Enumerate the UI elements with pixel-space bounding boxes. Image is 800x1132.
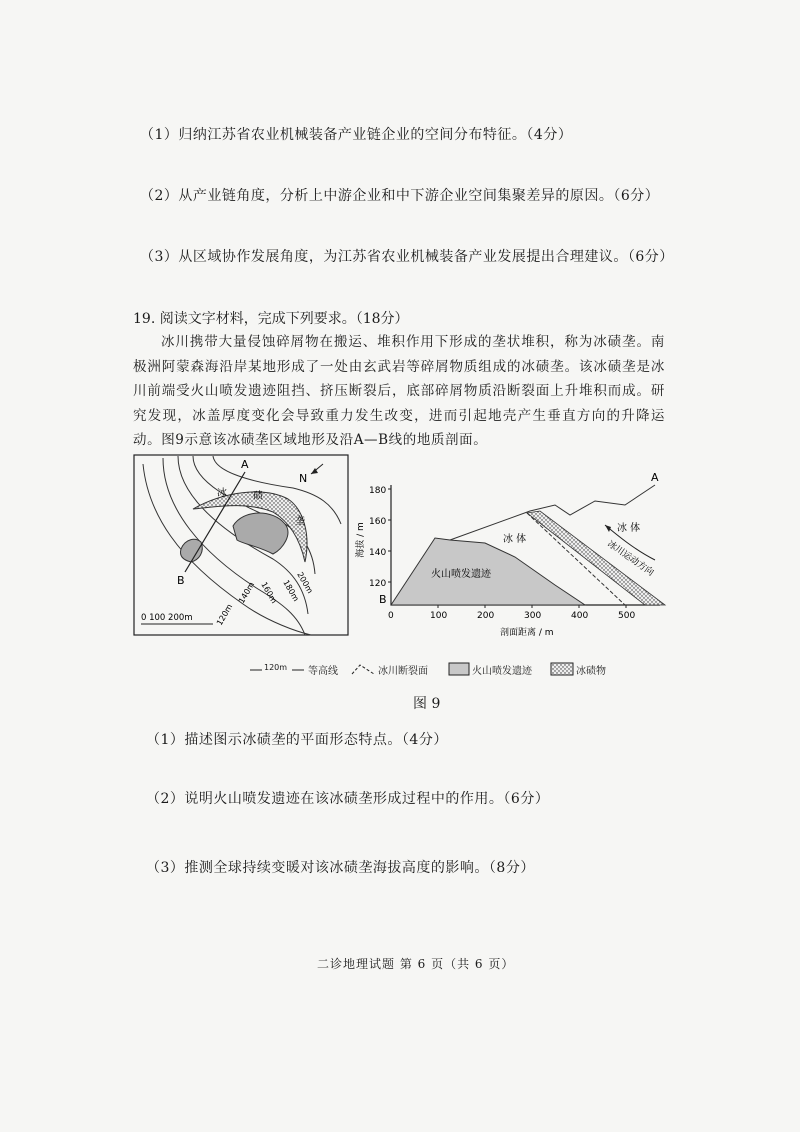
y-tick-120: 120 (369, 579, 387, 589)
figure-caption: 图 9 (413, 696, 441, 712)
x-axis-label: 剖面距离 / m (500, 628, 554, 638)
x-tick-300: 300 (524, 611, 542, 621)
legend-moraine: 冰碛物 (576, 666, 606, 677)
page-footer: 二诊地理试题 第 6 页（共 6 页） (317, 957, 515, 971)
prev-question-3: （3）从区域协作发展角度，为江苏省农业机械装备产业发展提出合理建议。（6分） (140, 249, 674, 265)
question-19-material: 冰川携带大量侵蚀碎屑物在搬运、堆积作用下形成的垄状堆积，称为冰碛垄。南极洲阿蒙森海沿岸某地形成了一处由玄武岩等碎屑物质组成的冰碛垄。该冰碛垄是冰川前端受火山喷发遗迹阻挡、挤压断裂后，底部碎屑物质沿断裂面上升堆积而成。研究发现，冰盖厚度变化会导致重力发生改变，进而引起地壳产生垂直方向的升降运动。图9示意该冰碛垄区域地形及沿A—B线的地质剖面。 (133, 334, 665, 448)
x-tick-400: 400 (571, 611, 589, 621)
moraine-legend-icon (550, 662, 574, 676)
question-19-title: 19. 阅读文字材料，完成下列要求。（18分） (133, 311, 409, 327)
contour-label-200: 200m (295, 570, 315, 595)
legend-contour-sample: 120m (264, 663, 288, 672)
figure-legend (250, 660, 670, 680)
map-label-a: A (241, 458, 249, 471)
ice-label-right: 冰 体 (617, 523, 641, 534)
volcano-label: 火山喷发遗迹 (431, 569, 491, 580)
x-tick-500: 500 (618, 611, 636, 621)
contour-label-140: 140m (236, 580, 257, 605)
volcanic-remnant-map (233, 513, 288, 554)
x-tick-0: 0 (388, 611, 394, 621)
terrain-map (133, 454, 349, 636)
north-label: N (299, 472, 308, 485)
moraine-char-3: 垄 (295, 516, 305, 527)
legend-volcano: 火山喷发遗迹 (472, 666, 532, 677)
profile-label-a: A (651, 471, 659, 484)
contour-label-180: 180m (281, 578, 301, 603)
legend-fracture: 冰川断裂面 (378, 666, 428, 677)
y-tick-160: 160 (369, 517, 387, 527)
contour-label-160: 160m (259, 580, 279, 605)
fracture-legend-icon (350, 662, 376, 676)
sub-question-1: （1）描述图示冰碛垄的平面形态特点。（4分） (146, 732, 448, 748)
prev-question-2: （2）从产业链角度，分析上中游企业和中下游企业空间集聚差异的原因。（6分） (140, 188, 660, 204)
y-axis-label: 海拔 / m (356, 522, 366, 558)
x-tick-200: 200 (477, 611, 495, 621)
contour-label-120: 120m (214, 602, 235, 627)
legend-contour: 等高线 (308, 666, 338, 677)
profile-label-b: B (379, 593, 387, 606)
flow-label: 冰川运动方向 (605, 539, 656, 579)
ice-label-middle: 冰 体 (503, 534, 527, 545)
x-tick-100: 100 (430, 611, 448, 621)
volcanic-remnant-map-small (180, 539, 202, 562)
moraine-char-1: 冰 (217, 488, 227, 499)
sub-question-2: （2）说明火山喷发遗迹在该冰碛垄形成过程中的作用。（6分） (146, 791, 550, 807)
prev-question-1: （1）归纳江苏省农业机械装备产业链企业的空间分布特征。（4分） (140, 127, 573, 143)
map-label-b: B (177, 574, 185, 587)
scale-bar-label: 0 100 200m (141, 613, 193, 623)
geologic-profile (355, 465, 670, 645)
y-tick-140: 140 (369, 548, 387, 558)
y-tick-180: 180 (369, 486, 387, 496)
volcano-legend-icon (448, 662, 470, 676)
sub-question-3: （3）推测全球持续变暖对该冰碛垄海拔高度的影响。（8分） (146, 860, 535, 876)
moraine-char-2: 碛 (253, 491, 263, 502)
